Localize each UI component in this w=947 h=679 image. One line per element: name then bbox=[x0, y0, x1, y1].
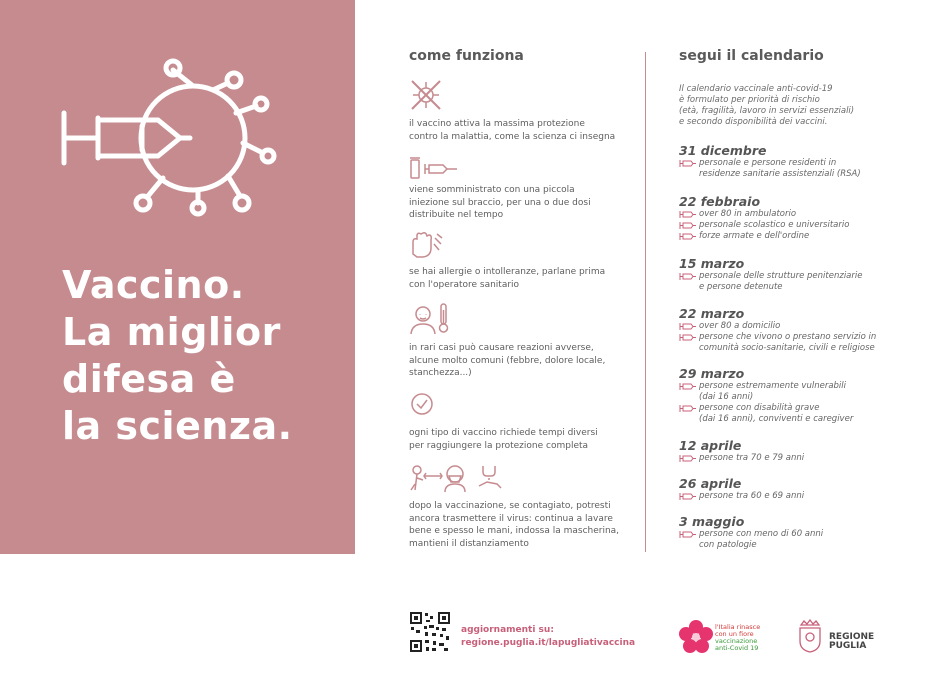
intro-line: è formulato per priorità di rischio bbox=[679, 95, 820, 105]
section-title: come funziona bbox=[409, 48, 524, 64]
hero-panel bbox=[0, 0, 355, 554]
calendar-group bbox=[679, 256, 909, 293]
calendar-group bbox=[679, 143, 909, 180]
calendar-entry bbox=[679, 231, 909, 242]
syringe-icon bbox=[679, 404, 696, 413]
section-title: segui il calendario bbox=[679, 48, 824, 64]
calendar-intro bbox=[679, 84, 899, 128]
entry-line: personale delle strutture penitenziarie bbox=[699, 271, 863, 281]
entry-line: personale scolastico e universitario bbox=[699, 220, 850, 230]
how-it-works-item bbox=[409, 154, 591, 222]
intro-line: Il calendario vaccinale anti-covid-19 bbox=[679, 84, 833, 94]
entry-line: persone tra 70 e 79 anni bbox=[699, 453, 805, 463]
updates-info bbox=[461, 624, 635, 650]
calendar-entry bbox=[679, 220, 909, 231]
calendar-entry bbox=[679, 381, 909, 403]
headline-line: Vaccino. bbox=[62, 263, 245, 307]
updates-link[interactable]: regione.puglia.it/lapugliativaccina bbox=[461, 638, 636, 648]
campaign-line: con un fiore bbox=[715, 630, 754, 638]
item-text-line: il vaccino attiva la massima protezione bbox=[409, 119, 585, 129]
calendar-entry bbox=[679, 158, 909, 180]
entry-line: (dai 16 anni) bbox=[699, 392, 754, 402]
item-text-line: in rari casi può causare reazioni avverse, bbox=[409, 343, 594, 353]
entry-line: comunità socio-sanitarie, civili e religiose bbox=[699, 343, 875, 353]
calendar-date: 15 marzo bbox=[679, 256, 745, 271]
item-text-line: alcune molto comuni (febbre, dolore locale, bbox=[409, 355, 606, 366]
entry-line: persone tra 60 e 69 anni bbox=[699, 491, 805, 501]
entry-line: over 80 in ambulatorio bbox=[699, 209, 797, 219]
headline-line: difesa è bbox=[62, 357, 236, 401]
item-text-line: per raggiungere la protezione completa bbox=[409, 440, 589, 451]
item-text-line: mantieni il distanziamento bbox=[409, 538, 529, 549]
person-thermometer-icon bbox=[409, 302, 451, 336]
syringe-icon bbox=[679, 210, 696, 219]
calendar-group bbox=[679, 194, 909, 242]
calendar-date: 26 aprile bbox=[679, 476, 742, 491]
item-text-line: contro la malattia, come la scienza ci insegna bbox=[409, 131, 616, 142]
updates-label: aggiornamenti su: bbox=[461, 625, 554, 635]
campaign-line: anti-Covid 19 bbox=[715, 644, 759, 652]
how-it-works-item bbox=[409, 462, 619, 550]
calendar-entry bbox=[679, 271, 909, 293]
item-text-line: dopo la vaccinazione, se contagiato, potresti bbox=[409, 501, 611, 511]
region-emblem-icon bbox=[797, 619, 823, 653]
qr-code-icon[interactable] bbox=[409, 611, 451, 653]
item-text-line: distribuite nel tempo bbox=[409, 210, 504, 220]
calendar-entry bbox=[679, 491, 909, 502]
syringe-icon bbox=[679, 232, 696, 241]
calendar-group bbox=[679, 306, 909, 354]
how-it-works-item bbox=[409, 302, 605, 380]
calendar-entry bbox=[679, 332, 909, 354]
calendar-date: 29 marzo bbox=[679, 366, 745, 381]
item-text-line: ancora trasmettere il virus: continua a lavare bbox=[409, 513, 613, 524]
entry-line: personale e persone residenti in bbox=[699, 158, 837, 168]
intro-line: e secondo disponibilità dei vaccini. bbox=[679, 117, 828, 127]
column-divider bbox=[645, 52, 646, 552]
entry-line: persone con disabilità grave bbox=[699, 403, 820, 413]
entry-line: residenze sanitarie assistenziali (RSA) bbox=[699, 169, 861, 179]
no-virus-icon bbox=[409, 78, 443, 112]
region-line: PUGLIA bbox=[829, 641, 867, 651]
entry-line: over 80 a domicilio bbox=[699, 321, 781, 331]
item-text-line: stanchezza...) bbox=[409, 368, 472, 378]
syringe-icon bbox=[679, 272, 696, 281]
syringe-icon bbox=[679, 382, 696, 391]
calendar-group bbox=[679, 476, 909, 502]
syringe-icon bbox=[679, 159, 696, 168]
how-it-works-item bbox=[409, 78, 615, 143]
campaign-text bbox=[715, 624, 760, 652]
check-circle-icon bbox=[409, 391, 435, 417]
syringe-icon bbox=[679, 221, 696, 230]
calendar-entry bbox=[679, 209, 909, 220]
vial-syringe-icon bbox=[409, 154, 459, 180]
entry-line: forze armate e dell'ordine bbox=[699, 231, 810, 241]
calendar-entry bbox=[679, 453, 909, 464]
syringe-icon bbox=[679, 530, 696, 539]
calendar-group bbox=[679, 438, 909, 464]
headline-line: la scienza. bbox=[62, 404, 293, 448]
headline-line: La miglior bbox=[62, 310, 281, 354]
calendar-entry bbox=[679, 321, 909, 332]
headline bbox=[62, 262, 293, 450]
calendar-date: 31 dicembre bbox=[679, 143, 767, 158]
mask-handwash-icon bbox=[409, 462, 509, 492]
entry-line: persone estremamente vulnerabili bbox=[699, 381, 847, 391]
calendar-date: 12 aprile bbox=[679, 438, 742, 453]
intro-line: (età, fragilità, lavoro in servizi essenziali) bbox=[679, 106, 855, 116]
syringe-virus-icon bbox=[58, 58, 278, 218]
entry-line: (dai 16 anni), conviventi e caregiver bbox=[699, 414, 854, 424]
calendar-entry bbox=[679, 403, 909, 425]
how-it-works-item bbox=[409, 230, 605, 291]
item-text-line: con l'operatore sanitario bbox=[409, 279, 520, 290]
calendar-date: 22 febbraio bbox=[679, 194, 761, 209]
item-text-line: iniezione sul braccio, per una o due dosi bbox=[409, 197, 591, 208]
calendar-group bbox=[679, 514, 909, 551]
campaign-line: l'Italia rinasce bbox=[715, 623, 761, 631]
syringe-icon bbox=[679, 322, 696, 331]
item-text-line: se hai allergie o intolleranze, parlane prima bbox=[409, 267, 606, 277]
item-text-line: bene e spesso le mani, indossa la mascherina, bbox=[409, 526, 620, 536]
calendar-group bbox=[679, 366, 909, 425]
syringe-icon bbox=[679, 454, 696, 463]
calendar-date: 22 marzo bbox=[679, 306, 745, 321]
calendar-date: 3 maggio bbox=[679, 514, 745, 529]
entry-line: persone con meno di 60 anni bbox=[699, 529, 824, 539]
syringe-icon bbox=[679, 333, 696, 342]
how-it-works-item bbox=[409, 391, 598, 452]
item-text-line: viene somministrato con una piccola bbox=[409, 185, 575, 195]
calendar-entry bbox=[679, 529, 909, 551]
entry-line: con patologie bbox=[699, 540, 757, 550]
primula-flower-logo bbox=[678, 619, 714, 655]
syringe-icon bbox=[679, 492, 696, 501]
hand-alert-icon bbox=[409, 230, 445, 260]
region-line: REGIONE bbox=[829, 632, 875, 642]
entry-line: e persone detenute bbox=[699, 282, 783, 292]
footer bbox=[0, 603, 947, 673]
entry-line: persone che vivono o prestano servizio in bbox=[699, 332, 877, 342]
region-logo bbox=[829, 633, 874, 651]
item-text-line: ogni tipo di vaccino richiede tempi diversi bbox=[409, 428, 598, 438]
campaign-line: vaccinazione bbox=[715, 637, 758, 645]
